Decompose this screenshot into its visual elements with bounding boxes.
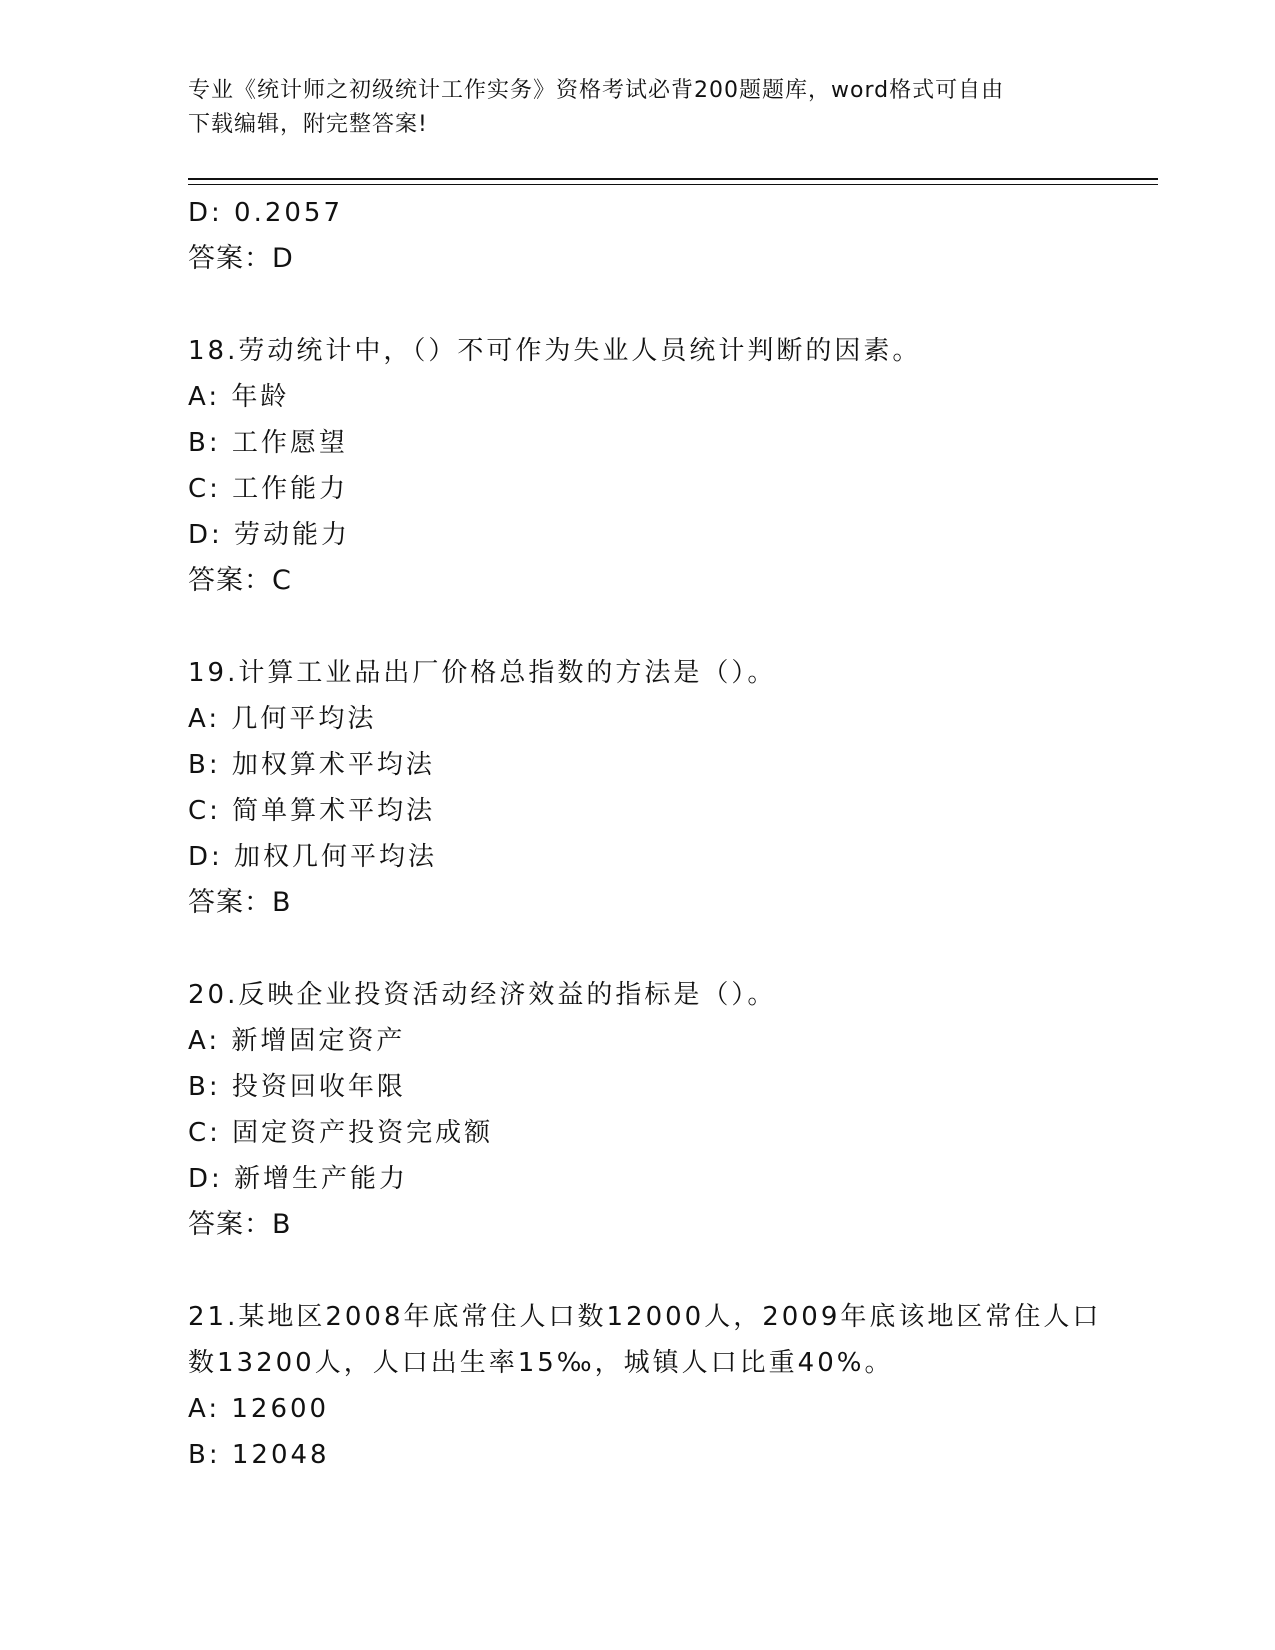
option-b: B: 12048 xyxy=(188,1440,330,1470)
header-line-2: 下载编辑，附完整答案! xyxy=(188,112,428,137)
option-b: B: 投资回收年限 xyxy=(188,1072,406,1102)
header-divider-thick xyxy=(188,178,1158,180)
header-line-1: 专业《统计师之初级统计工作实务》资格考试必背200题题库，word格式可自由 xyxy=(188,78,1005,103)
spacer xyxy=(188,1248,1148,1294)
document-body xyxy=(188,190,1148,1478)
option-a: A: 12600 xyxy=(188,1394,330,1424)
question-text: 19.计算工业品出厂价格总指数的方法是（）。 xyxy=(188,658,777,688)
document-header xyxy=(188,74,1088,142)
option-d: D: 新增生产能力 xyxy=(188,1164,409,1194)
spacer xyxy=(188,604,1148,650)
option-a: A: 年龄 xyxy=(188,382,290,412)
option-b: B: 加权算术平均法 xyxy=(188,750,435,780)
option-c: C: 工作能力 xyxy=(188,474,349,504)
spacer xyxy=(188,282,1148,328)
option-c: C: 简单算术平均法 xyxy=(188,796,436,826)
option-d: D: 加权几何平均法 xyxy=(188,842,438,872)
question-19 xyxy=(188,650,1148,926)
question-text-line-1: 21.某地区2008年底常住人口数12000人，2009年底该地区常住人口 xyxy=(188,1302,1102,1332)
spacer xyxy=(188,926,1148,972)
question-text: 20.反映企业投资活动经济效益的指标是（）。 xyxy=(188,980,777,1010)
option-d: D: 劳动能力 xyxy=(188,520,351,550)
question-text-line-2: 数13200人，人口出生率15‰，城镇人口比重40%。 xyxy=(188,1348,894,1378)
option-a: A: 新增固定资产 xyxy=(188,1026,406,1056)
answer: 答案：C xyxy=(188,565,292,596)
answer: 答案：B xyxy=(188,1209,292,1240)
answer: 答案：B xyxy=(188,887,292,918)
question-20 xyxy=(188,972,1148,1248)
prev-option-d: D: 0.2057 xyxy=(188,198,344,228)
prev-answer: 答案：D xyxy=(188,243,294,274)
header-divider-thin xyxy=(188,184,1158,185)
option-a: A: 几何平均法 xyxy=(188,704,377,734)
option-b: B: 工作愿望 xyxy=(188,428,348,458)
question-18 xyxy=(188,328,1148,604)
question-21 xyxy=(188,1294,1148,1478)
option-c: C: 固定资产投资完成额 xyxy=(188,1118,494,1148)
question-text: 18.劳动统计中，（）不可作为失业人员统计判断的因素。 xyxy=(188,336,922,366)
